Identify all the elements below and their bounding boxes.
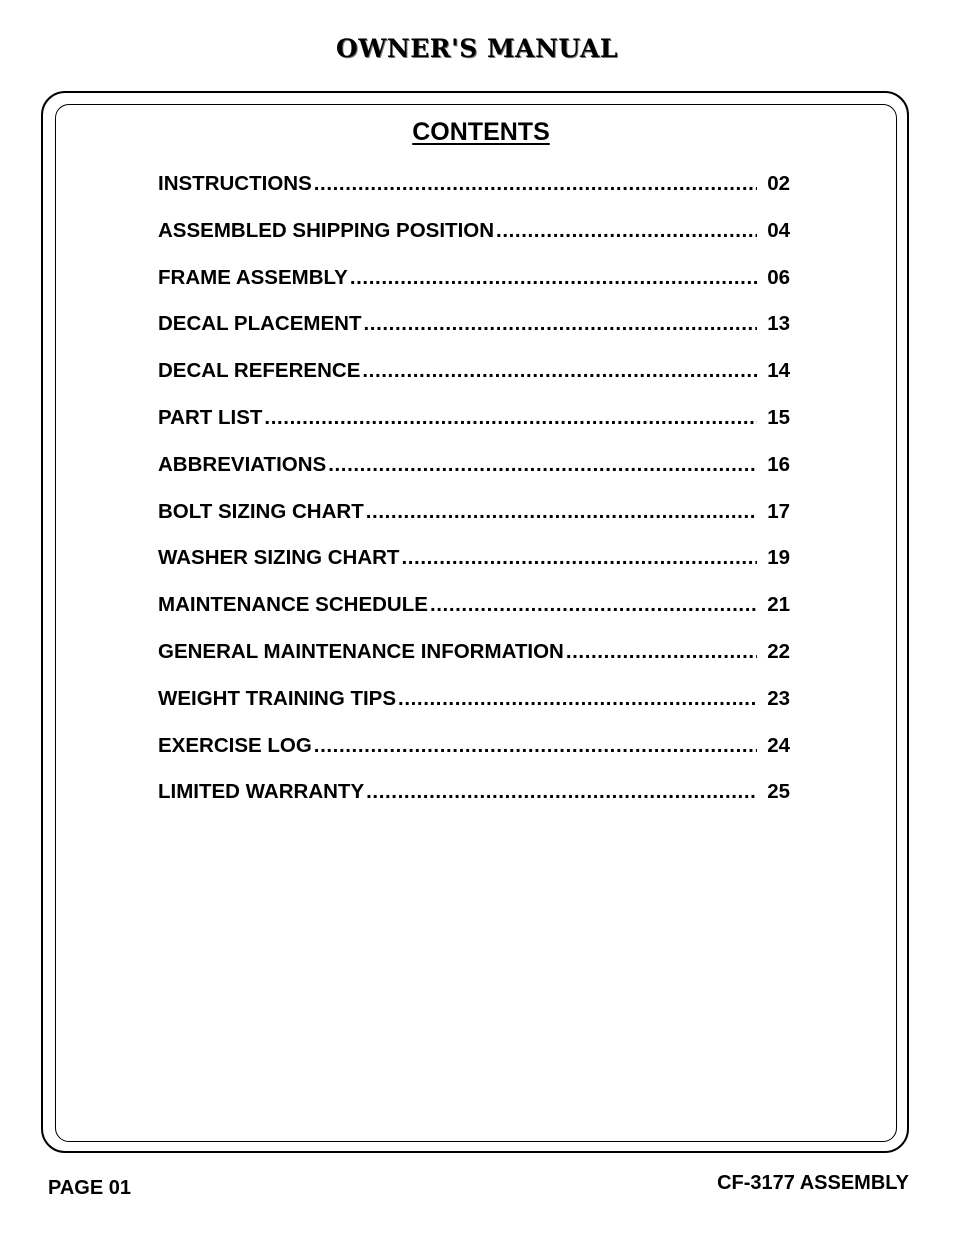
toc-entry-label: FRAME ASSEMBLY	[158, 265, 348, 289]
toc-entry-label: WEIGHT TRAINING TIPS	[158, 686, 397, 710]
dot-leader	[364, 312, 758, 336]
dot-leader	[314, 734, 757, 758]
toc-entry-frame-assembly[interactable]	[158, 266, 790, 313]
toc-entry-page: 23	[767, 686, 790, 710]
toc-entry-page: 22	[767, 639, 790, 663]
toc-entry-label: INSTRUCTIONS	[158, 172, 312, 195]
toc-entry-label: ABBREVIATIONS	[158, 452, 327, 476]
toc-entry-abbreviations[interactable]	[158, 453, 790, 500]
toc-entry-page: 13	[767, 312, 790, 336]
page-title: OWNER'S MANUAL	[336, 34, 618, 63]
dot-leader	[350, 266, 757, 290]
toc-entry-maintenance-schedule[interactable]	[158, 593, 790, 640]
dot-leader	[566, 640, 757, 664]
toc-entry-label: BOLT SIZING CHART	[158, 499, 364, 523]
toc-entry-page: 15	[767, 405, 790, 429]
toc-entry-page: 17	[767, 499, 790, 523]
dot-leader	[366, 780, 757, 804]
toc-entry-decal-reference[interactable]	[158, 359, 790, 406]
dot-leader	[264, 406, 757, 430]
toc-entry-label: EXERCISE LOG	[158, 733, 312, 757]
dot-leader	[362, 359, 757, 383]
toc-entry-page: 25	[767, 780, 790, 804]
toc-entry-label: LIMITED WARRANTY	[158, 780, 365, 804]
toc-entry-page: 19	[767, 546, 790, 570]
dot-leader	[328, 453, 757, 477]
toc-entry-part-list[interactable]	[158, 406, 790, 453]
toc-entry-page: 24	[767, 733, 790, 757]
dot-leader	[366, 500, 757, 524]
toc-entry-label: MAINTENANCE SCHEDULE	[158, 593, 428, 617]
toc-entry-washer-sizing-chart[interactable]	[158, 546, 790, 593]
toc-entry-page: 02	[767, 172, 790, 195]
toc-entry-page: 04	[767, 218, 790, 242]
toc-entry-decal-placement[interactable]	[158, 312, 790, 359]
toc-entry-page: 21	[767, 593, 790, 617]
toc-entry-page: 14	[767, 359, 790, 383]
toc-entry-label: GENERAL MAINTENANCE INFORMATION	[158, 639, 564, 663]
toc-entry-assembled-shipping-position[interactable]	[158, 219, 790, 266]
toc-entry-label: PART LIST	[158, 405, 263, 429]
page-number: PAGE 01	[48, 1177, 131, 1199]
toc-entry-page: 06	[767, 265, 790, 289]
dot-leader	[496, 219, 757, 243]
contents-heading: CONTENTS	[412, 118, 550, 146]
toc-entry-label: WASHER SIZING CHART	[158, 546, 400, 570]
dot-leader	[398, 687, 757, 711]
toc-entry-bolt-sizing-chart[interactable]	[158, 500, 790, 547]
toc-entry-label: DECAL PLACEMENT	[158, 312, 362, 336]
dot-leader	[314, 172, 757, 196]
toc-entry-weight-training-tips[interactable]	[158, 687, 790, 734]
toc-entry-limited-warranty[interactable]	[158, 780, 790, 827]
toc-entry-page: 16	[767, 452, 790, 476]
model-label: CF-3177 ASSEMBLY	[717, 1172, 909, 1194]
toc-entry-label: ASSEMBLED SHIPPING POSITION	[158, 218, 495, 242]
dot-leader	[401, 546, 757, 570]
toc-entry-instructions[interactable]	[158, 172, 790, 219]
toc-entry-general-maintenance-information[interactable]	[158, 640, 790, 687]
dot-leader	[430, 593, 757, 617]
table-of-contents	[158, 172, 790, 827]
toc-entry-exercise-log[interactable]	[158, 734, 790, 781]
toc-entry-label: DECAL REFERENCE	[158, 359, 361, 383]
